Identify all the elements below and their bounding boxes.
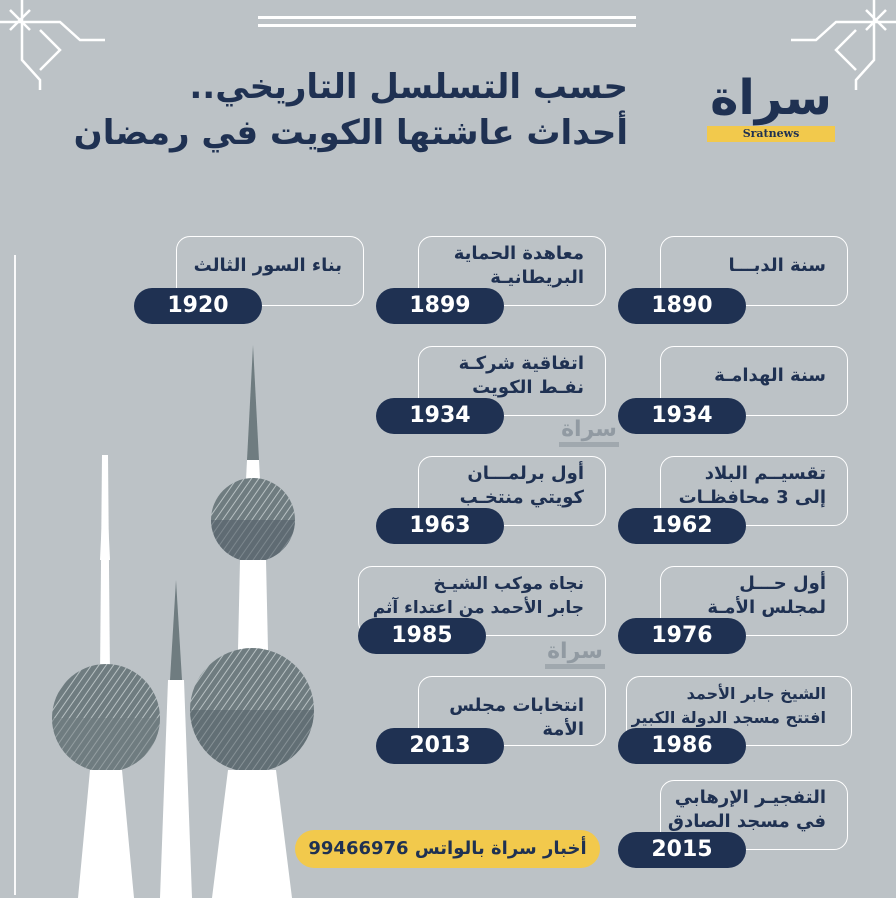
watermark-text: سراة [547, 639, 603, 664]
event-card [376, 236, 606, 342]
whatsapp-banner: أخبار سراة بالواتس 99466976 [295, 830, 600, 868]
watermark-text: سراة [561, 417, 617, 442]
event-year: 1986 [618, 728, 746, 764]
logo-name: سراة [710, 70, 832, 126]
event-label: تقسيــم البلاد إلى 3 محافظـات [678, 463, 826, 508]
watermark-logo [554, 418, 624, 447]
event-label: التفجيـر الإرهابي في مسجد الصادق [667, 787, 826, 832]
event-card [618, 456, 848, 562]
event-label: سنة الدبـــا [728, 255, 826, 276]
event-label: أول حـــل لمجلس الأمـة [707, 573, 826, 618]
title-line-2: أحداث عاشتها الكويت في رمضان [73, 113, 628, 153]
event-label: الشيخ جابر الأحمد افتتح مسجد الدولة الكبير [631, 684, 826, 727]
event-card [134, 236, 364, 342]
event-year: 1890 [618, 288, 746, 324]
event-card [376, 676, 606, 782]
logo-subtitle: Sratnews [707, 126, 835, 142]
event-label: أول برلمـــان كويتي منتخـب [459, 463, 584, 508]
event-label: بناء السور الثالث [193, 255, 342, 276]
event-label: انتخابات مجلس الأمة [449, 695, 584, 740]
event-year: 1962 [618, 508, 746, 544]
watermark-logo [540, 640, 610, 669]
event-label: معاهدة الحماية البريطانيـة [453, 243, 584, 288]
event-year: 2015 [618, 832, 746, 868]
event-year: 1985 [358, 618, 486, 654]
event-card [618, 346, 848, 452]
event-year: 1934 [376, 398, 504, 434]
event-year: 1899 [376, 288, 504, 324]
event-card [618, 236, 848, 342]
event-year: 1920 [134, 288, 262, 324]
event-year: 1963 [376, 508, 504, 544]
event-label: نجاة موكب الشيـخ جابر الأحمد من اعتداء آثم [372, 574, 584, 618]
title-line-1: حسب التسلسل التاريخي.. [189, 67, 628, 107]
page-title [74, 64, 628, 156]
event-year: 1934 [618, 398, 746, 434]
event-card [618, 676, 848, 782]
logo [706, 70, 836, 142]
event-card [618, 566, 848, 672]
event-year: 1976 [618, 618, 746, 654]
event-year: 2013 [376, 728, 504, 764]
event-label: سنة الهدامـة [714, 365, 826, 386]
event-label: اتفاقية شركـة نفـط الكويت [458, 353, 584, 398]
event-card [618, 780, 848, 886]
event-card [376, 456, 606, 562]
